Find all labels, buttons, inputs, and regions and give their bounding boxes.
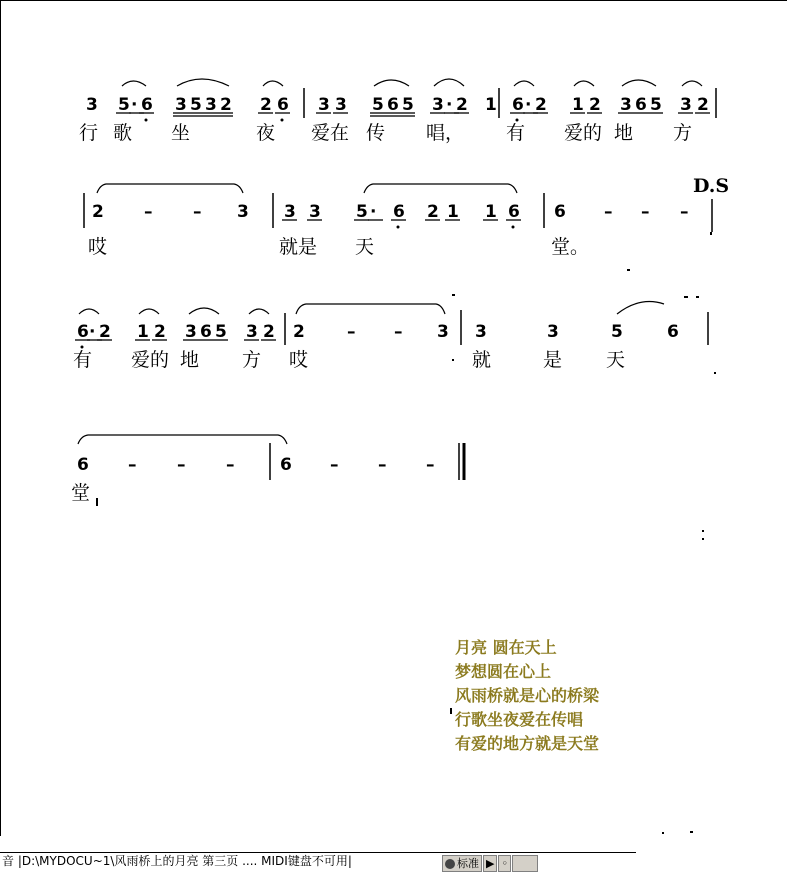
jianpu-note: 6 <box>280 455 292 475</box>
dash-extension: – <box>426 455 435 475</box>
jianpu-note: 5 <box>372 95 384 115</box>
option-button[interactable] <box>498 855 511 872</box>
jianpu-note: 6 <box>77 322 89 342</box>
lyric-syllable: 唱， <box>426 122 465 144</box>
jianpu-note: 1 <box>572 95 584 115</box>
dot-duration: · <box>370 202 377 222</box>
jianpu-note: 1 <box>447 202 459 222</box>
jianpu-note: 3 <box>620 95 632 115</box>
jianpu-note: 2 <box>456 95 468 115</box>
jianpu-note: 2 <box>293 322 305 342</box>
slur <box>364 184 517 193</box>
jianpu-note: 2 <box>427 202 439 222</box>
jianpu-note: 1 <box>137 322 149 342</box>
slur <box>574 81 594 86</box>
slur <box>514 81 534 86</box>
status-toolbar <box>442 855 538 871</box>
lyric-syllable: 有 <box>506 122 526 144</box>
play-button[interactable] <box>483 855 497 872</box>
dash-extension: – <box>144 202 153 222</box>
view-mode-label: 标准 <box>457 857 479 870</box>
jianpu-note: 3 <box>86 95 98 115</box>
jianpu-note: 3 <box>309 202 321 222</box>
slur <box>374 80 409 86</box>
jianpu-note: 5 <box>356 202 368 222</box>
mode-icon <box>445 859 455 869</box>
jianpu-note: 2 <box>99 322 111 342</box>
jianpu-note: 3 <box>432 95 444 115</box>
lyric-syllable: 哎 <box>289 349 309 371</box>
verse-line: 有爱的地方就是天堂 <box>455 734 600 753</box>
dash-extension: – <box>604 202 613 222</box>
status-text: 音 |D:\MYDOCU~1\风雨桥上的月亮 第三页 .... MIDI键盘不可用| <box>2 854 352 868</box>
lyric-syllable: 方 <box>242 349 262 371</box>
jianpu-note: 3 <box>205 95 217 115</box>
lyric-syllable: 爱的 <box>131 349 170 371</box>
lyric-syllable: 就是 <box>279 236 318 258</box>
lyric-syllable: 哎 <box>88 236 108 258</box>
jianpu-note: 6 <box>387 95 399 115</box>
slur <box>249 309 269 314</box>
lyric-syllable: 地 <box>614 122 634 144</box>
jianpu-note: 2 <box>220 95 232 115</box>
jianpu-note: 3 <box>237 202 249 222</box>
system-4 <box>77 455 435 475</box>
jianpu-note: 3 <box>185 322 197 342</box>
jianpu-note: 6 <box>277 95 289 115</box>
slur <box>78 435 287 444</box>
dash-extension: – <box>680 202 689 222</box>
jianpu-note: 3 <box>318 95 330 115</box>
slur <box>97 184 243 193</box>
lyric-syllable: 方 <box>673 122 693 144</box>
slur <box>296 304 445 314</box>
verse-line: 风雨桥就是心的桥梁 <box>455 686 600 705</box>
slur <box>189 308 219 314</box>
dot-duration: · <box>525 95 532 115</box>
lyric-syllable: 地 <box>180 349 200 371</box>
jianpu-note: 6 <box>141 95 153 115</box>
verse-line: 梦想圆在心上 <box>455 662 552 681</box>
jianpu-note: 1 <box>485 202 497 222</box>
lyric-syllable: 歌 <box>113 122 133 144</box>
dash-extension: – <box>226 455 235 475</box>
jianpu-note: 3 <box>680 95 692 115</box>
jianpu-note: 2 <box>263 322 275 342</box>
slur <box>79 309 99 314</box>
lyric-syllable: 坐 <box>171 122 191 144</box>
lyric-syllable: 堂。 <box>551 236 590 258</box>
dash-extension: – <box>330 455 339 475</box>
jianpu-note: 1 <box>485 95 497 115</box>
jianpu-note: 3 <box>335 95 347 115</box>
dal-segno-mark: D.S <box>693 175 730 197</box>
slur <box>122 81 146 86</box>
option-icon: ◦ <box>501 857 508 870</box>
slur <box>682 81 702 86</box>
dot-duration: · <box>131 95 138 115</box>
low-octave-dot <box>397 226 400 229</box>
jianpu-note: 6 <box>393 202 405 222</box>
lyric-syllable: 天 <box>606 349 626 371</box>
jianpu-note: 6 <box>667 322 679 342</box>
status-bar <box>0 852 636 872</box>
lyric-syllable: 夜 <box>256 122 276 144</box>
slur <box>139 309 159 314</box>
jianpu-note: 2 <box>260 95 272 115</box>
jianpu-note: 2 <box>589 95 601 115</box>
slur <box>263 81 283 86</box>
jianpu-note: 5 <box>402 95 414 115</box>
jianpu-note: 2 <box>154 322 166 342</box>
lyric-syllable: 有 <box>73 349 93 371</box>
system-2 <box>92 202 689 229</box>
jianpu-note: 6 <box>512 95 524 115</box>
grip-handle[interactable] <box>512 855 538 872</box>
jianpu-note: 3 <box>437 322 449 342</box>
view-mode-button[interactable] <box>442 855 482 872</box>
dash-extension: – <box>378 455 387 475</box>
jianpu-note: 5 <box>650 95 662 115</box>
jianpu-note: 3 <box>475 322 487 342</box>
low-octave-dot <box>145 119 148 122</box>
jianpu-note: 6 <box>77 455 89 475</box>
slur <box>177 79 229 86</box>
low-octave-dot <box>512 226 515 229</box>
lyric-syllable: 堂 <box>71 482 91 504</box>
slur <box>617 302 664 314</box>
lyric-syllable: 爱的 <box>564 122 603 144</box>
verse-line: 月亮 圆在天上 <box>455 638 557 657</box>
jianpu-note: 2 <box>535 95 547 115</box>
jianpu-note: 3 <box>547 322 559 342</box>
dash-extension: – <box>394 322 403 342</box>
lyric-syllable: 爱在 <box>311 122 350 144</box>
jianpu-note: 3 <box>284 202 296 222</box>
jianpu-note: 6 <box>200 322 212 342</box>
barlines <box>84 88 716 480</box>
dash-extension: – <box>193 202 202 222</box>
dash-extension: – <box>177 455 186 475</box>
lyric-syllable: 是 <box>543 349 563 371</box>
dash-extension: – <box>347 322 356 342</box>
jianpu-note: 2 <box>697 95 709 115</box>
jianpu-note: 5 <box>215 322 227 342</box>
low-octave-dot <box>281 119 284 122</box>
jianpu-note: 3 <box>175 95 187 115</box>
slur <box>622 80 656 86</box>
dot-duration: · <box>446 95 453 115</box>
jianpu-note: 2 <box>92 202 104 222</box>
jianpu-note: 6 <box>554 202 566 222</box>
lyric-syllable: 行 <box>79 122 99 144</box>
jianpu-note: 3 <box>246 322 258 342</box>
jianpu-note: 6 <box>635 95 647 115</box>
dash-extension: – <box>641 202 650 222</box>
jianpu-note: 5 <box>118 95 130 115</box>
verse-text-block <box>455 636 599 756</box>
jianpu-note: 6 <box>508 202 520 222</box>
dash-extension: – <box>128 455 137 475</box>
jianpu-note: 5 <box>190 95 202 115</box>
lyric-syllable: 就 <box>472 349 492 371</box>
slur <box>434 79 464 86</box>
lyric-syllable: 传 <box>366 122 386 144</box>
play-icon: ▶ <box>486 857 495 870</box>
dot-duration: · <box>89 322 96 342</box>
verse-line: 行歌坐夜爱在传唱 <box>455 710 584 729</box>
lyric-syllable: 天 <box>355 236 375 258</box>
jianpu-note: 5 <box>611 322 623 342</box>
